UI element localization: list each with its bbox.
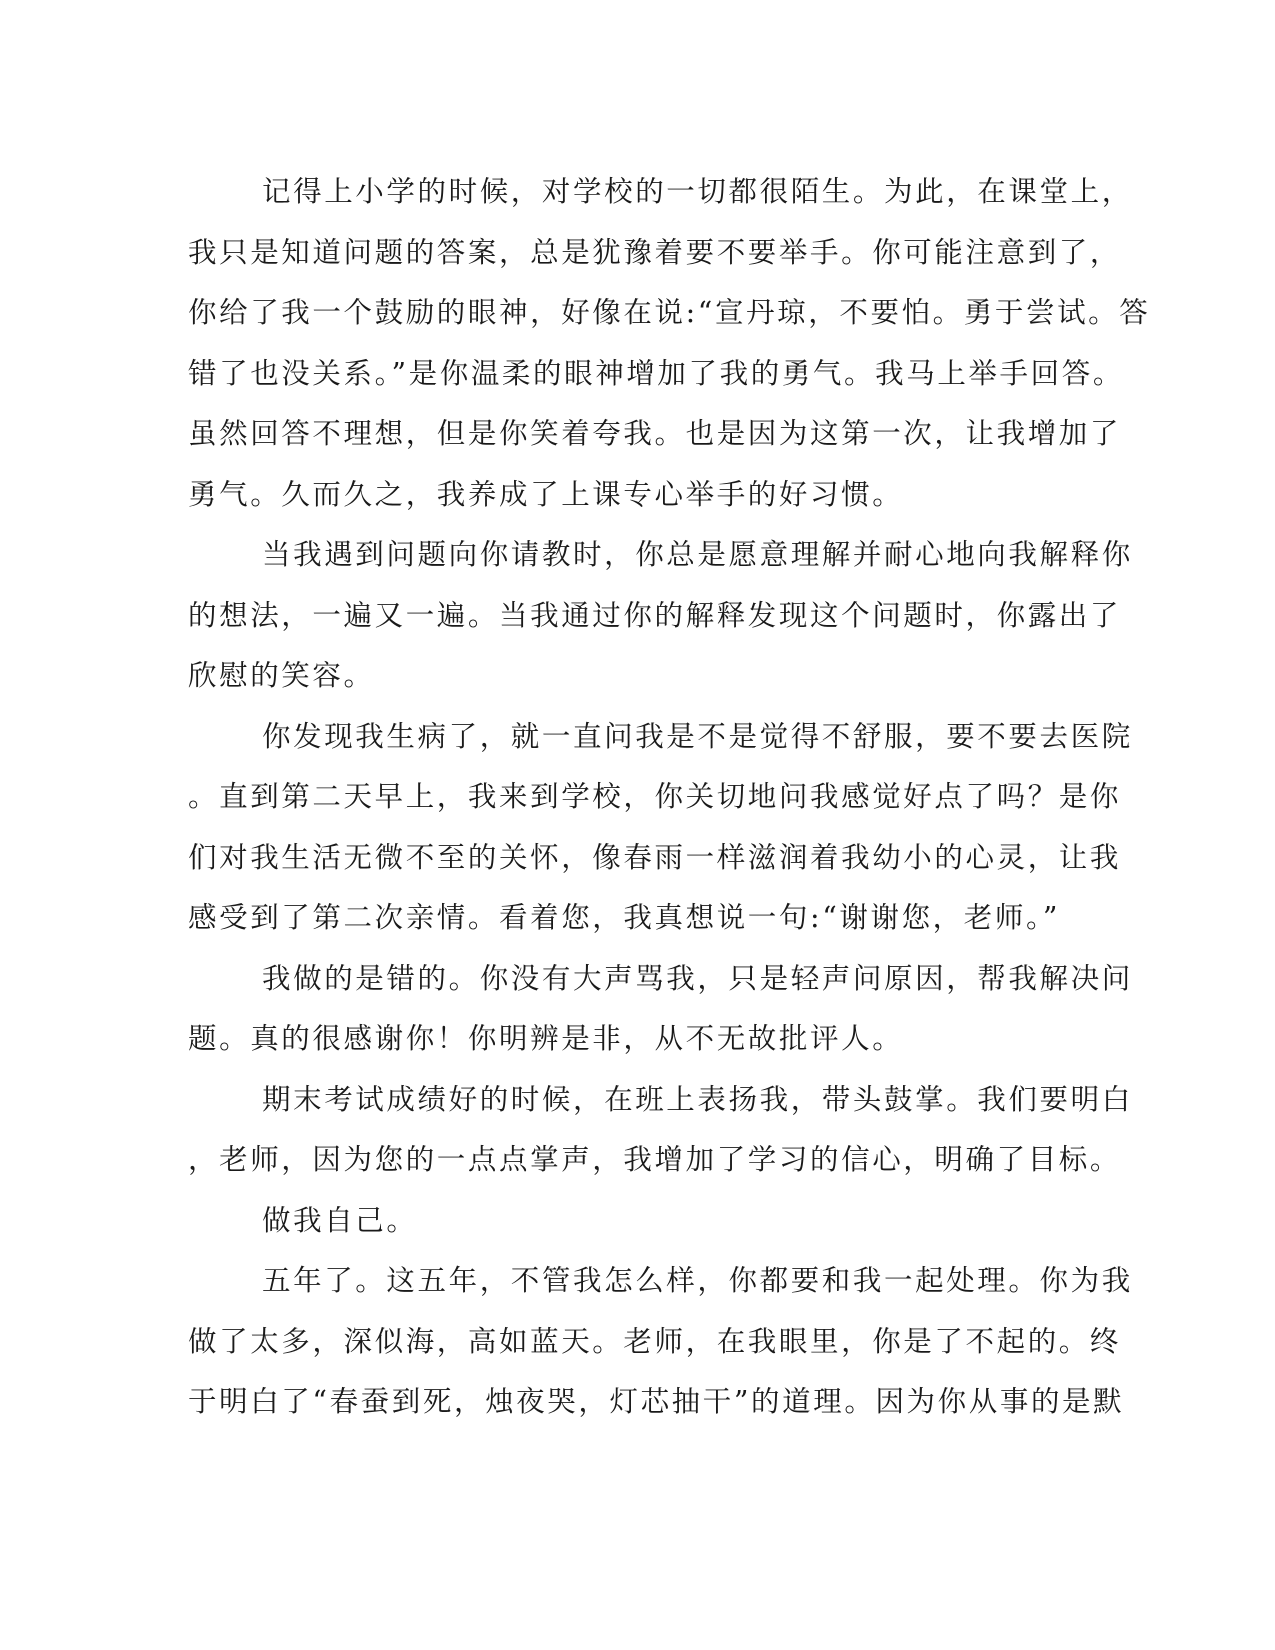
text-line: 题。真的很感谢你！你明辨是非，从不无故批评人。 — [188, 1022, 904, 1055]
text-line: 做我自己。 — [262, 1203, 418, 1237]
text-line: 五年了。这五年，不管我怎么样，你都要和我一起处理。你为我 — [262, 1264, 1133, 1297]
text-line: 记得上小学的时候，对学校的一切都很陌生。为此，在课堂上， — [262, 175, 1133, 208]
text-line: 的想法，一遍又一遍。当我通过你的解释发现这个问题时，你露出了 — [188, 598, 1122, 632]
text-line: ，老师，因为您的一点点掌声，我增加了学习的信心，明确了目标。 — [188, 1143, 1122, 1176]
body-text — [188, 162, 1151, 1433]
text-line: 我只是知道问题的答案，总是犹豫着要不要举手。你可能注意到了， — [188, 235, 1122, 269]
text-line: 们对我生活无微不至的关怀，像春雨一样滋润着我幼小的心灵，让我 — [188, 840, 1122, 874]
text-line: 我做的是错的。你没有大声骂我，只是轻声问原因，帮我解决问 — [262, 961, 1133, 995]
text-line: 当我遇到问题向你请教时，你总是愿意理解并耐心地向我解释你 — [262, 538, 1133, 571]
text-line: 你给了我一个鼓励的眼神，好像在说:“宣丹琼，不要怕。勇于尝试。答 — [188, 296, 1151, 329]
text-line: 于明白了“春蚕到死，烛夜哭，灯芯抽干”的道理。因为你从事的是默 — [188, 1385, 1125, 1418]
text-line: 感受到了第二次亲情。看着您，我真想说一句:“谢谢您，老师。” — [188, 901, 1060, 934]
text-line: 错了也没关系。”是你温柔的眼神增加了我的勇气。我马上举手回答。 — [188, 356, 1124, 390]
text-line: 虽然回答不理想，但是你笑着夸我。也是因为这第一次，让我增加了 — [188, 417, 1122, 450]
text-line: 欣慰的笑容。 — [188, 659, 375, 692]
text-line: 勇气。久而久之，我养成了上课专心举手的好习惯。 — [188, 477, 904, 511]
text-line: 期末考试成绩好的时候，在班上表扬我，带头鼓掌。我们要明白 — [262, 1082, 1133, 1116]
text-line: 做了太多，深似海，高如蓝天。老师，在我眼里，你是了不起的。终 — [188, 1324, 1122, 1358]
text-line: 。直到第二天早上，我来到学校，你关切地问我感觉好点了吗？是你 — [188, 780, 1122, 813]
text-line: 你发现我生病了，就一直问我是不是觉得不舒服，要不要去医院 — [262, 719, 1133, 753]
